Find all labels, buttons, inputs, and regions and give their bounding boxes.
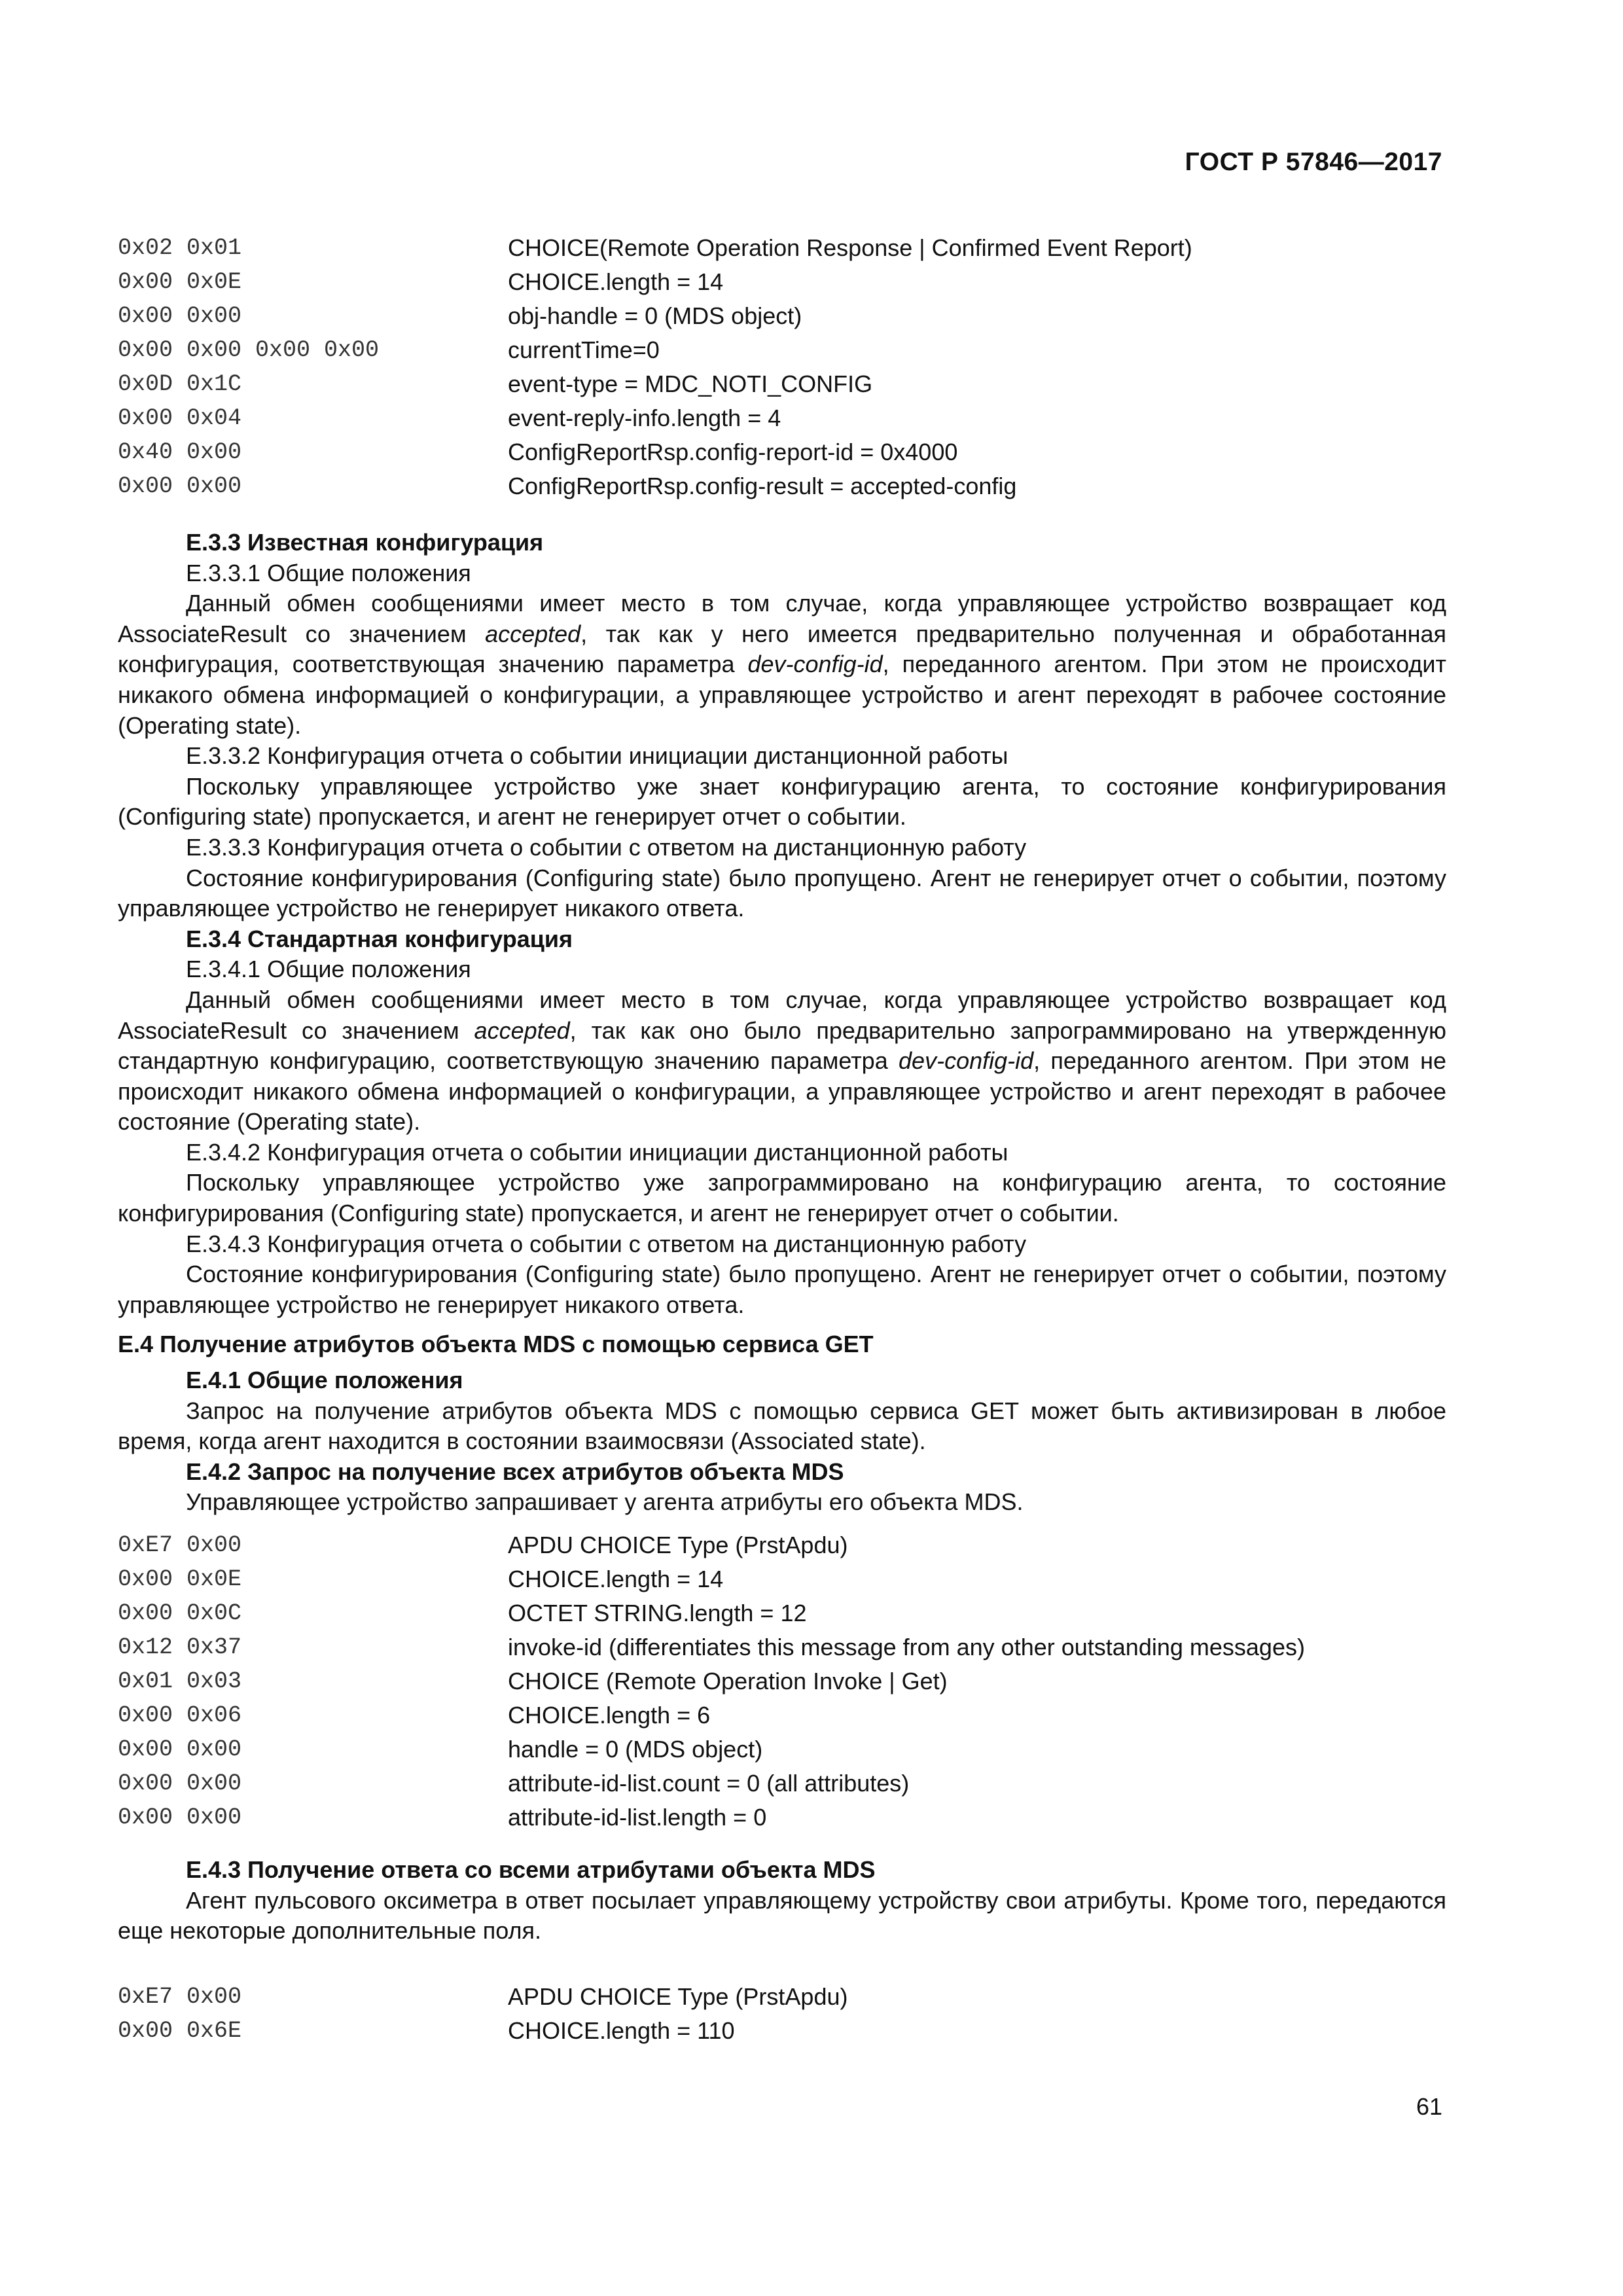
subsection-heading-e343: E.3.4.3 Конфигурация отчета о событии с ответом на дистанционную работу bbox=[186, 1230, 1027, 1257]
paragraph-e332: Поскольку управляющее устройство уже знает конфигурацию агента, то состояние конфигурирования (Configuring state) пропускается, и агент не генерирует отчет о событии. bbox=[118, 772, 1446, 831]
subsection-heading-e43: E.4.3 Получение ответа со всеми атрибутами объекта MDS bbox=[186, 1856, 876, 1883]
spacer bbox=[118, 1320, 1446, 1329]
field-description: CHOICE.length = 14 bbox=[508, 1566, 724, 1592]
code-row bbox=[118, 1698, 1446, 1732]
field-description: invoke-id (differentiates this message from any other outstanding messages) bbox=[508, 1634, 1305, 1660]
code-row bbox=[118, 1801, 1446, 1835]
code-block-get-request bbox=[118, 1528, 1446, 1835]
hex-bytes: 0xE7 0x00 bbox=[118, 1984, 242, 2010]
text-run: , так как у него имеется предварительно полученная и обработанная конфигурация, соответствующая значению параметра bbox=[118, 620, 1446, 678]
field-description: APDU CHOICE Type (PrstApdu) bbox=[508, 1532, 848, 1558]
spacer bbox=[118, 1360, 1446, 1365]
text-run: , переданного агентом. При этом не происходит никакого обмена информацией о конфигурации, а управляющее устройство и агент переходят в рабочее состояние (Operating state). bbox=[118, 1047, 1446, 1136]
hex-bytes: 0x00 0x0C bbox=[118, 1600, 242, 1626]
field-description: CHOICE(Remote Operation Response | Confirmed Event Report) bbox=[508, 234, 1192, 261]
code-row bbox=[118, 435, 1446, 469]
field-description: event-type = MDC_NOTI_CONFIG bbox=[508, 370, 873, 397]
italic-term: accepted bbox=[485, 620, 581, 647]
code-row bbox=[118, 299, 1446, 333]
field-description: CHOICE (Remote Operation Invoke | Get) bbox=[508, 1668, 948, 1695]
text-run: Данный обмен сообщениями имеет место в том случае, когда управляющее устройство возвращает код AssociateResult со значением bbox=[118, 590, 1446, 647]
hex-bytes: 0x00 0x00 bbox=[118, 1736, 242, 1763]
subsection-heading-e42: E.4.2 Запрос на получение всех атрибутов объекта MDS bbox=[186, 1458, 844, 1485]
code-row bbox=[118, 1528, 1446, 1562]
field-description: obj-handle = 0 (MDS object) bbox=[508, 302, 802, 329]
hex-bytes: 0x00 0x00 bbox=[118, 1804, 242, 1831]
code-row bbox=[118, 1980, 1446, 2014]
code-row bbox=[118, 265, 1446, 299]
field-description: APDU CHOICE Type (PrstApdu) bbox=[508, 1983, 848, 2010]
subsection-heading-e331: E.3.3.1 Общие положения bbox=[186, 559, 471, 586]
subsection-heading-e333: E.3.3.3 Конфигурация отчета о событии с ответом на дистанционную работу bbox=[186, 833, 1027, 861]
code-row bbox=[118, 333, 1446, 367]
italic-term: dev-config-id bbox=[747, 651, 883, 678]
body-text-e43 bbox=[118, 1855, 1446, 1946]
hex-bytes: 0x12 0x37 bbox=[118, 1634, 242, 1660]
field-description: CHOICE.length = 6 bbox=[508, 1702, 711, 1729]
document-header: ГОСТ Р 57846—2017 bbox=[1185, 148, 1442, 176]
code-block-get-response bbox=[118, 1980, 1446, 2048]
hex-bytes: 0xE7 0x00 bbox=[118, 1532, 242, 1558]
hex-bytes: 0x40 0x00 bbox=[118, 439, 242, 465]
italic-term: dev-config-id bbox=[899, 1047, 1034, 1075]
field-description: event-reply-info.length = 4 bbox=[508, 404, 781, 431]
hex-bytes: 0x00 0x00 0x00 0x00 bbox=[118, 337, 380, 363]
hex-bytes: 0x00 0x0E bbox=[118, 269, 242, 295]
code-row bbox=[118, 1630, 1446, 1664]
field-description: ConfigReportRsp.config-report-id = 0x4000 bbox=[508, 439, 958, 465]
italic-term: accepted bbox=[474, 1016, 570, 1044]
field-description: CHOICE.length = 110 bbox=[508, 2017, 735, 2044]
paragraph-e333: Состояние конфигурирования (Configuring state) было пропущено. Агент не генерирует отчет о событии, поэтому управляющее устройство не генерирует никакого ответа. bbox=[118, 864, 1446, 922]
code-block-config-report-response bbox=[118, 231, 1446, 503]
paragraph-e42: Управляющее устройство запрашивает у агента атрибуты его объекта MDS. bbox=[186, 1488, 1024, 1516]
field-description: ConfigReportRsp.config-result = accepted-config bbox=[508, 473, 1017, 499]
code-row bbox=[118, 367, 1446, 401]
paragraph-e43: Агент пульсового оксиметра в ответ посылает управляющему устройству свои атрибуты. Кроме того, передаются еще некоторые дополнительные поля. bbox=[118, 1886, 1446, 1945]
hex-bytes: 0x02 0x01 bbox=[118, 235, 242, 261]
subsection-heading-e341: E.3.4.1 Общие положения bbox=[186, 956, 471, 983]
code-row bbox=[118, 1767, 1446, 1801]
hex-bytes: 0x00 0x06 bbox=[118, 1702, 242, 1729]
paragraph-e341 bbox=[118, 985, 1446, 1138]
paragraph-e331 bbox=[118, 588, 1446, 741]
text-run: , переданного агентом. При этом не происходит никакого обмена информацией о конфигурации, а управляющее устройство и агент переходят в рабочее состояние (Operating state). bbox=[118, 651, 1446, 739]
subsection-heading-e332: E.3.3.2 Конфигурация отчета о событии инициации дистанционной работы bbox=[186, 742, 1008, 770]
subsection-heading-e342: E.3.4.2 Конфигурация отчета о событии инициации дистанционной работы bbox=[186, 1138, 1008, 1166]
field-description: attribute-id-list.count = 0 (all attributes) bbox=[508, 1770, 910, 1797]
paragraph-e343: Состояние конфигурирования (Configuring state) было пропущено. Агент не генерирует отчет о событии, поэтому управляющее устройство не генерирует никакого ответа. bbox=[118, 1261, 1446, 1318]
subsection-heading-e41: E.4.1 Общие положения bbox=[186, 1367, 463, 1394]
field-description: CHOICE.length = 14 bbox=[508, 268, 724, 295]
hex-bytes: 0x00 0x00 bbox=[118, 473, 242, 499]
hex-bytes: 0x00 0x0E bbox=[118, 1566, 242, 1592]
code-row bbox=[118, 1732, 1446, 1767]
section-heading-e33: E.3.3 Известная конфигурация bbox=[186, 529, 544, 556]
code-row bbox=[118, 401, 1446, 435]
hex-bytes: 0x00 0x04 bbox=[118, 405, 242, 431]
code-row bbox=[118, 1596, 1446, 1630]
code-row bbox=[118, 1664, 1446, 1698]
hex-bytes: 0x00 0x6E bbox=[118, 2018, 242, 2044]
body-text-main bbox=[118, 528, 1446, 1518]
field-description: attribute-id-list.length = 0 bbox=[508, 1804, 767, 1831]
section-heading-e34: E.3.4 Стандартная конфигурация bbox=[186, 925, 573, 952]
code-row bbox=[118, 2014, 1446, 2048]
field-description: currentTime=0 bbox=[508, 336, 660, 363]
hex-bytes: 0x00 0x00 bbox=[118, 303, 242, 329]
hex-bytes: 0x00 0x00 bbox=[118, 1770, 242, 1797]
section-heading-e4: E.4 Получение атрибутов объекта MDS с помощью сервиса GET bbox=[118, 1331, 874, 1358]
page-number: 61 bbox=[1416, 2093, 1442, 2120]
field-description: handle = 0 (MDS object) bbox=[508, 1736, 763, 1763]
code-row bbox=[118, 1562, 1446, 1596]
code-row bbox=[118, 231, 1446, 265]
field-description: OCTET STRING.length = 12 bbox=[508, 1600, 807, 1626]
hex-bytes: 0x01 0x03 bbox=[118, 1668, 242, 1695]
text-run: Данный обмен сообщениями имеет место в том случае, когда управляющее устройство возвращает код AssociateResult со значением bbox=[118, 986, 1446, 1044]
hex-bytes: 0x0D 0x1C bbox=[118, 371, 242, 397]
code-row bbox=[118, 469, 1446, 503]
paragraph-e41: Запрос на получение атрибутов объекта MDS с помощью сервиса GET может быть активизирован в любое время, когда агент находится в состоянии взаимосвязи (Associated state). bbox=[118, 1397, 1446, 1455]
paragraph-e342: Поскольку управляющее устройство уже запрограммировано на конфигурацию агента, то состояние конфигурирования (Configuring state) пропускается, и агент не генерирует отчет о событии. bbox=[118, 1169, 1446, 1227]
text-run: , так как оно было предварительно запрограммировано на утвержденную стандартную конфигурацию, соответствующую значению параметра bbox=[118, 1016, 1446, 1075]
